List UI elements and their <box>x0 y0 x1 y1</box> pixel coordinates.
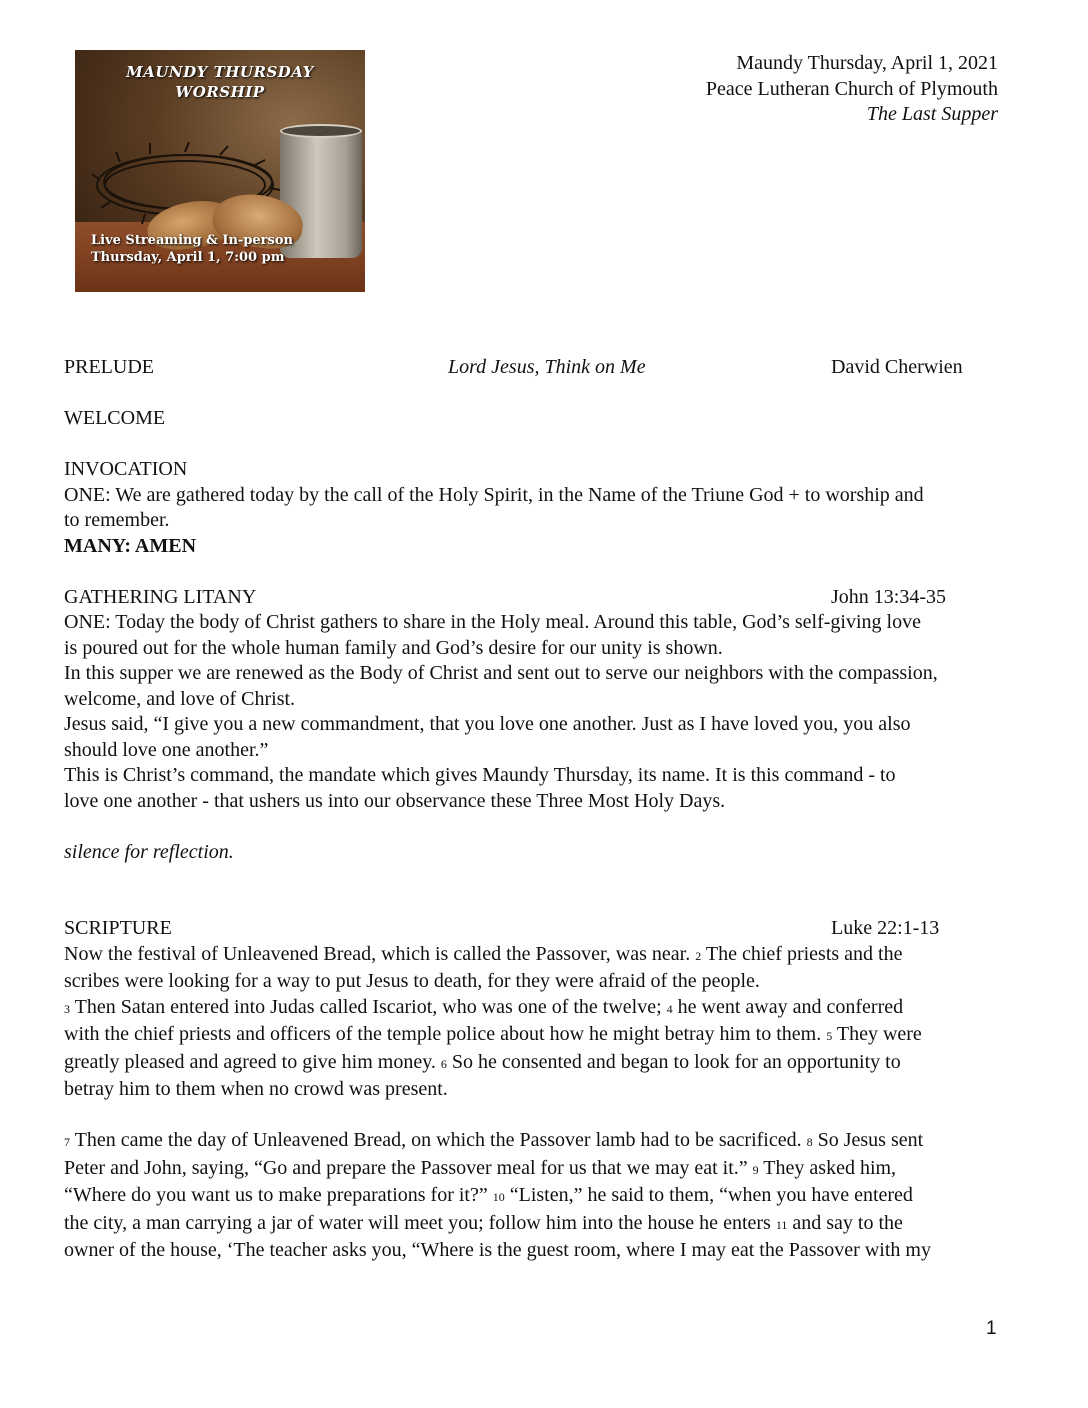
litany-rubric: silence for reflection. <box>64 840 234 863</box>
scripture-text: with the chief priests and officers of the temple police about how he might betray him to them. <box>64 1023 827 1045</box>
invocation-line: to remember. <box>64 509 170 531</box>
litany-reference: John 13:34-35 <box>831 585 946 608</box>
scripture-text: So he consented and began to look for an opportunity to <box>446 1050 901 1073</box>
service-theme: The Last Supper <box>866 103 998 125</box>
litany-line: welcome, and love of Christ. <box>64 687 296 710</box>
scripture-heading-row <box>64 916 1004 942</box>
banner-title-line: WORSHIP <box>175 83 265 101</box>
verse-number: 5 <box>826 1029 833 1043</box>
banner-subtitle <box>91 232 293 266</box>
scripture-heading: SCRIPTURE <box>64 917 172 939</box>
scripture-line <box>64 1050 1004 1078</box>
scripture-text: Peter and John, saying, “Go and prepare the Passover meal for us that we may eat it.” <box>64 1156 753 1179</box>
scripture-text: he went away and conferred <box>672 995 904 1018</box>
scripture-line <box>64 1128 1004 1156</box>
scripture-text: They asked him, <box>758 1156 897 1179</box>
litany-line: should love one another.” <box>64 738 269 761</box>
litany-heading: GATHERING LITANY <box>64 585 257 608</box>
verse-number: 11 <box>775 1217 788 1232</box>
scripture-text: the city, a man carrying a jar of water will meet you; follow him into the house he enters <box>64 1211 776 1234</box>
prelude-title: Lord Jesus, Think on Me <box>448 356 646 378</box>
scripture-line <box>64 1238 1004 1264</box>
litany-heading-row <box>64 585 1004 611</box>
banner-title-line: MAUNDY THURSDAY <box>126 63 314 81</box>
litany-line: love one another - that ushers us into our observance these Three Most Holy Days. <box>64 789 726 812</box>
verse-number: 4 <box>666 1001 673 1016</box>
scripture-text: betray him to them when no crowd was present. <box>64 1078 448 1100</box>
worship-banner-image <box>75 50 365 292</box>
scripture-text: “Listen,” he said to them, “when you have entered <box>504 1184 913 1206</box>
scripture-text: Then came the day of Unleavened Bread, on which the Passover lamb had to be sacrificed. <box>70 1129 807 1151</box>
church-name: Peace Lutheran Church of Plymouth <box>705 77 998 100</box>
verse-number: 6 <box>440 1056 447 1071</box>
litany-line: Jesus said, “I give you a new commandment, that you love one another. Just as I have loved you, you also <box>64 713 911 735</box>
invocation-response: MANY: AMEN <box>64 534 197 557</box>
scripture-line <box>64 969 1004 995</box>
scripture-line <box>64 1183 1004 1211</box>
scripture-text: greatly pleased and agreed to give him money. <box>64 1050 441 1073</box>
scripture-text: Now the festival of Unleavened Bread, which is called the Passover, was near. <box>64 942 696 965</box>
scripture-text: Then Satan entered into Judas called Iscariot, who was one of the twelve; <box>70 995 667 1018</box>
scripture-line <box>64 1156 1004 1184</box>
scripture-text: “Where do you want us to make preparations for it?” <box>64 1184 493 1206</box>
prelude-row <box>64 355 1004 381</box>
litany-line: ONE: Today the body of Christ gathers to share in the Holy meal. Around this table, God’s self-giving love <box>64 611 921 633</box>
verse-number: 7 <box>64 1135 70 1149</box>
verse-number: 10 <box>492 1190 505 1204</box>
scripture-text: The chief priests and the <box>701 942 903 965</box>
scripture-text: owner of the house, ‘The teacher asks you, “Where is the guest room, where I may eat the Passover with my <box>64 1239 931 1261</box>
banner-subtitle-line: Thursday, April 1, 7:00 pm <box>91 250 285 265</box>
bulletin-header <box>706 51 998 128</box>
verse-number: 9 <box>752 1162 759 1177</box>
scripture-text: So Jesus sent <box>812 1129 924 1151</box>
scripture-line <box>64 1211 1004 1239</box>
scripture-line <box>64 1022 1004 1050</box>
verse-number: 8 <box>806 1135 813 1149</box>
scripture-text: scribes were looking for a way to put Jesus to death, for they were afraid of the people. <box>64 970 760 992</box>
scripture-text: and say to the <box>787 1211 903 1234</box>
litany-line: This is Christ’s command, the mandate which gives Maundy Thursday, its name. It is this command - to <box>64 764 896 786</box>
verse-number: 2 <box>695 948 702 963</box>
banner-subtitle-line: Live Streaming & In-person <box>91 233 293 248</box>
invocation-heading: INVOCATION <box>64 458 188 480</box>
scripture-reference: Luke 22:1-13 <box>831 917 940 939</box>
invocation-line: ONE: We are gathered today by the call of the Holy Spirit, in the Name of the Triune God + to worship and <box>64 483 924 506</box>
banner-title <box>75 62 365 102</box>
litany-line: In this supper we are renewed as the Body of Christ and sent out to serve our neighbors with the compassion, <box>64 662 938 684</box>
litany-line: is poured out for the whole human family and God’s desire for our unity is shown. <box>64 636 723 659</box>
scripture-line <box>64 942 1004 970</box>
page-number: 1 <box>986 1318 997 1339</box>
prelude-heading: PRELUDE <box>64 356 154 378</box>
order-of-worship <box>64 355 1004 1264</box>
service-date: Maundy Thursday, April 1, 2021 <box>736 52 998 74</box>
verse-number: 3 <box>64 1001 70 1016</box>
scripture-line <box>64 1077 1004 1103</box>
prelude-composer: David Cherwien <box>831 356 963 378</box>
scripture-line <box>64 995 1004 1023</box>
scripture-text: They were <box>832 1023 922 1045</box>
welcome-heading: WELCOME <box>64 407 166 429</box>
